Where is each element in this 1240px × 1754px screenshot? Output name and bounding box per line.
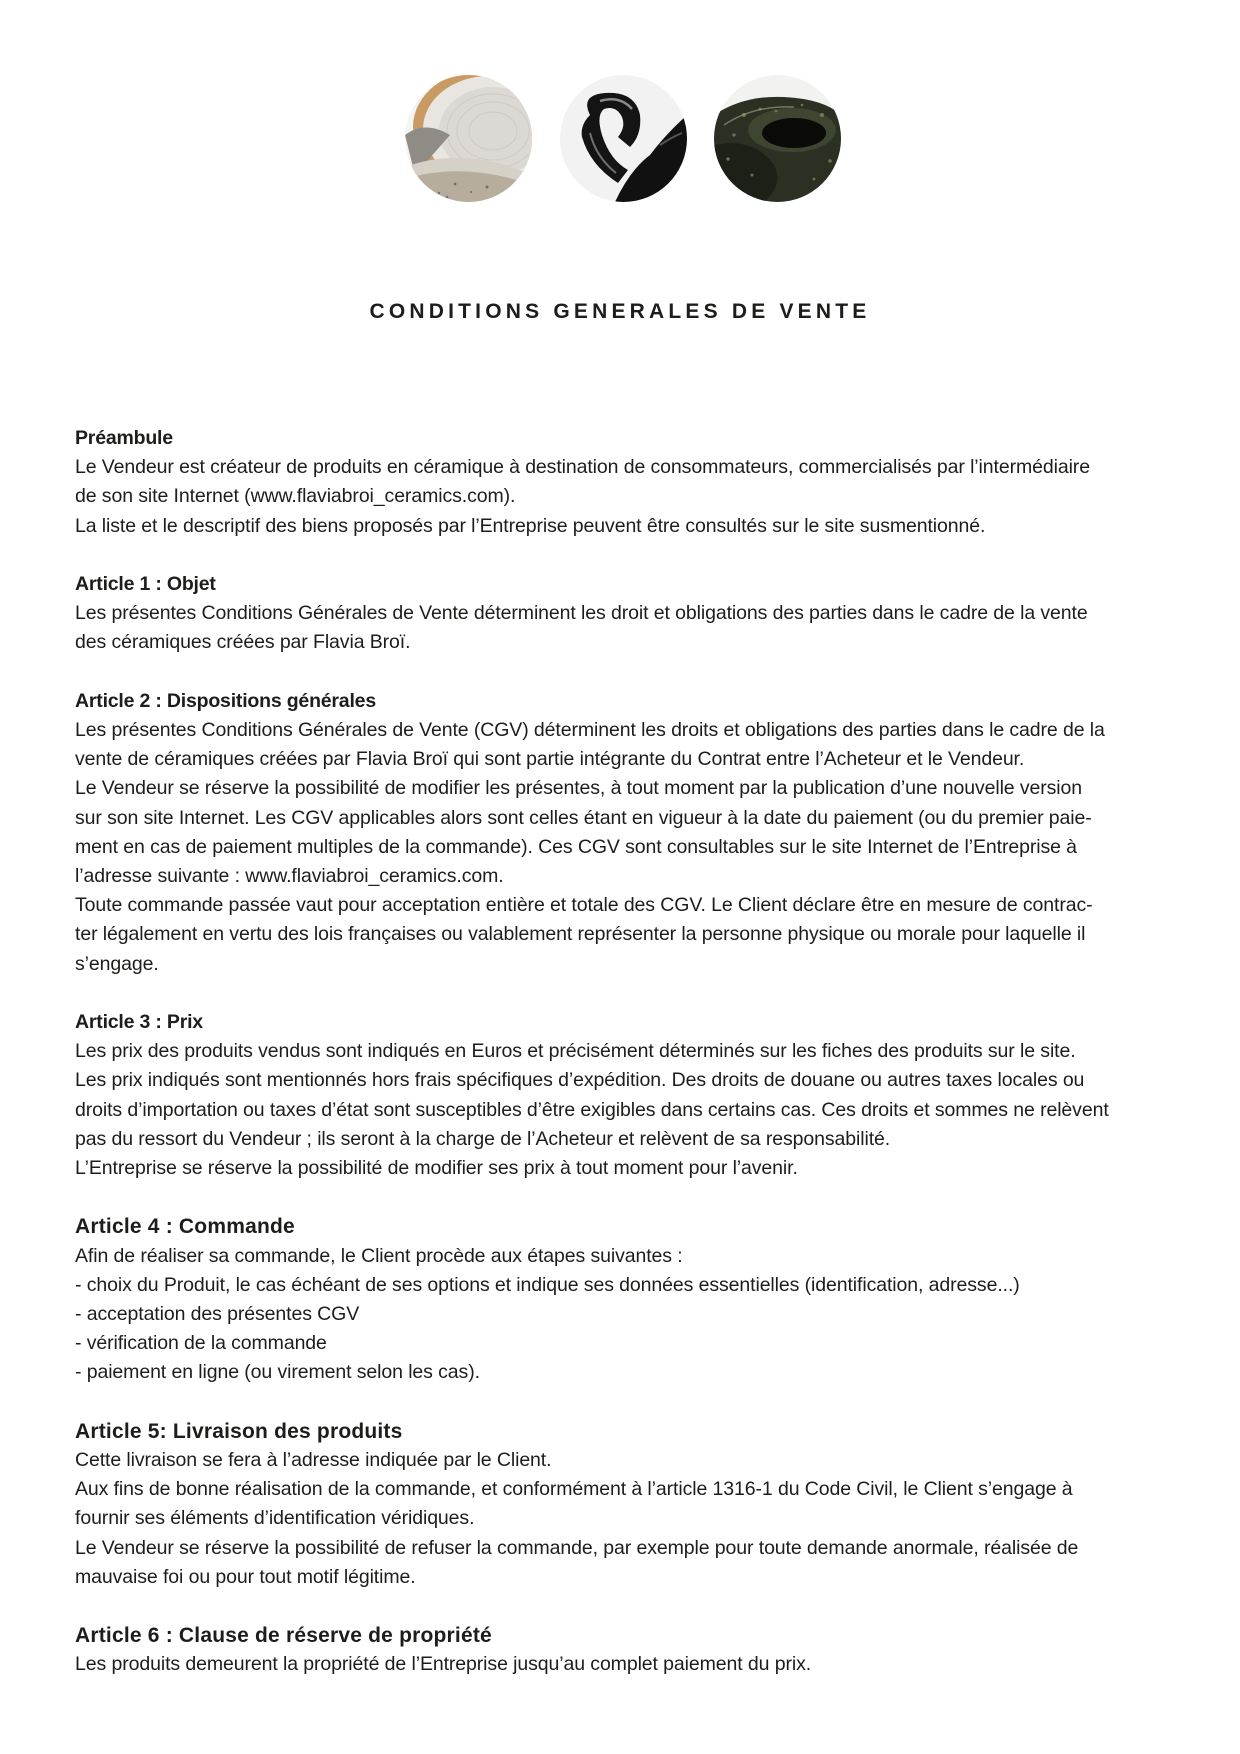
paragraph-line: ment en cas de paiement multiples de la commande). Ces CGV sont consultables sur le site Internet de l’Entreprise à — [75, 835, 1077, 858]
paragraph-line: La liste et le descriptif des biens proposés par l’Entreprise peuvent être consultés sur le site susmentionné. — [75, 514, 986, 537]
section-heading: Préambule — [75, 427, 173, 449]
paragraph-line: Les présentes Conditions Générales de Vente (CGV) déterminent les droits et obligations des parties dans le cadre de la — [75, 719, 1105, 741]
section-heading: Article 5: Livraison des produits — [75, 1419, 403, 1443]
paragraph-line: ter légalement en vertu des lois françaises ou valablement représenter la personne physique ou morale pour laquelle il — [75, 923, 1086, 946]
section-article-6 — [75, 1621, 1175, 1679]
paragraph-line: Les prix des produits vendus sont indiqués en Euros et précisément déterminés sur les fiches des produits sur le site. — [75, 1040, 1076, 1063]
black-ceramic-handle-photo — [560, 75, 687, 202]
section-heading: Article 3 : Prix — [75, 1011, 203, 1034]
paragraph-line: sur son site Internet. Les CGV applicables alors sont celles étant en vigueur à la date du paiement (ou du premier paie- — [75, 806, 1092, 829]
paragraph-line: mauvaise foi ou pour tout motif légitime. — [75, 1565, 416, 1588]
paragraph-line: Le Vendeur est créateur de produits en céramique à destination de consommateurs, commercialisés par l’intermédiaire — [75, 456, 1090, 479]
paragraph-line: pas du ressort du Vendeur ; ils seront à la charge de l’Acheteur et relèvent de sa responsabilité. — [75, 1127, 891, 1150]
section-preambule — [75, 424, 1175, 541]
document-title: CONDITIONS GENERALES DE VENTE — [369, 300, 871, 323]
paragraph-line: des céramiques créées par Flavia Broï. — [75, 631, 411, 654]
list-item: - acceptation des présentes CGV — [75, 1303, 360, 1326]
paragraph-line: droits d’importation ou taxes d’état sont susceptibles d’être exigibles dans certains cas. Ces droits et sommes ne relèvent — [75, 1098, 1109, 1121]
paragraph-line: Afin de réaliser sa commande, le Client procède aux étapes suivantes : — [75, 1244, 683, 1267]
section-article-2 — [75, 687, 1175, 979]
paragraph-line: Les prix indiqués sont mentionnés hors frais spécifiques d’expédition. Des droits de douane ou autres taxes locales ou — [75, 1069, 1085, 1092]
paragraph-line: Les produits demeurent la propriété de l’Entreprise jusqu’au complet paiement du prix. — [75, 1653, 812, 1676]
dark-glazed-vase-photo — [714, 75, 841, 202]
paragraph-line: Le Vendeur se réserve la possibilité de refuser la commande, par exemple pour toute demande anormale, réalisée de — [75, 1536, 1079, 1559]
paragraph-line: s’engage. — [75, 952, 159, 975]
paragraph-line: Le Vendeur se réserve la possibilité de modifier les présentes, à tout moment par la publication d’une nouvelle version — [75, 777, 1083, 800]
section-heading: Article 2 : Dispositions générales — [75, 689, 376, 712]
list-item: - choix du Produit, le cas échéant de ses options et indique ses données essentielles (identification, adresse...) — [75, 1273, 1020, 1296]
list-item: - paiement en ligne (ou virement selon les cas). — [75, 1361, 480, 1384]
list-item: - vérification de la commande — [75, 1332, 327, 1355]
paragraph-line: l’adresse suivante : www.flaviabroi_ceramics.com. — [75, 865, 504, 888]
section-heading: Article 4 : Commande — [75, 1215, 295, 1239]
section-article-3 — [75, 1008, 1175, 1183]
header-photos — [0, 75, 1240, 205]
document-body — [75, 424, 1175, 1709]
paragraph-line: L’Entreprise se réserve la possibilité de modifier ses prix à tout moment pour l’avenir. — [75, 1157, 798, 1180]
paragraph-line: Toute commande passée vaut pour acceptation entière et totale des CGV. Le Client déclare être en mesure de contrac- — [75, 894, 1093, 917]
ceramic-plate-photo — [405, 75, 532, 202]
paragraph-line: vente de céramiques créées par Flavia Broï qui sont partie intégrante du Contrat entre l’Acheteur et le Vendeur. — [75, 748, 1025, 771]
paragraph-line: Aux fins de bonne réalisation de la commande, et conformément à l’article 1316-1 du Code Civil, le Client s’engage à — [75, 1478, 1073, 1501]
paragraph-line: Cette livraison se fera à l’adresse indiquée par le Client. — [75, 1449, 552, 1472]
section-article-1 — [75, 570, 1175, 658]
paragraph-line: Les présentes Conditions Générales de Vente déterminent les droit et obligations des parties dans le cadre de la vente — [75, 602, 1088, 625]
section-article-5 — [75, 1417, 1175, 1592]
section-heading: Article 6 : Clause de réserve de propriété — [75, 1624, 492, 1648]
paragraph-line: de son site Internet (www.flaviabroi_ceramics.com). — [75, 485, 516, 508]
section-heading: Article 1 : Objet — [75, 573, 216, 595]
section-article-4 — [75, 1212, 1175, 1387]
paragraph-line: fournir ses éléments d’identification véridiques. — [75, 1507, 475, 1530]
